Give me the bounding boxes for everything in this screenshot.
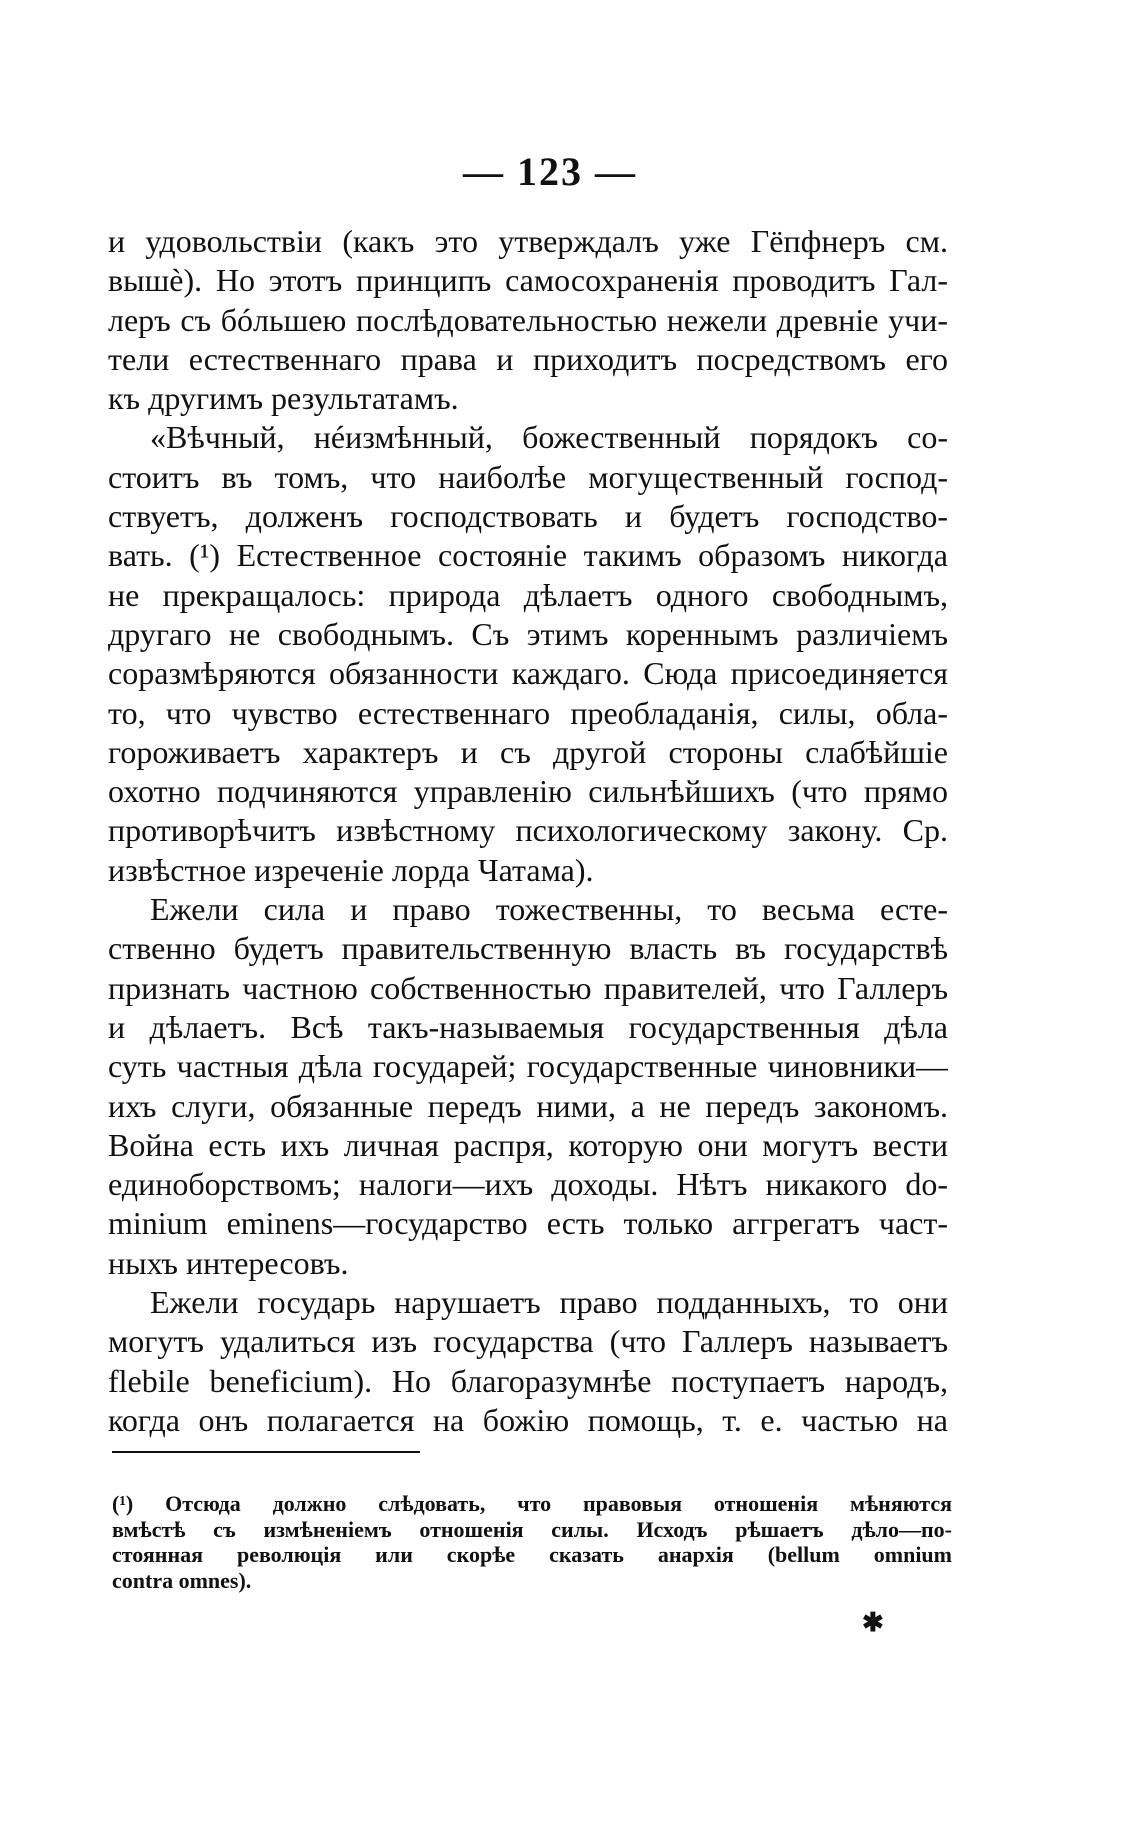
text-line: flebile beneficium). Но благоразумнѣе поступаетъ народъ, (108, 1362, 948, 1399)
text-line: не прекращалось: природа дѣлаетъ одного свободнымъ, (108, 576, 948, 613)
text-line: противорѣчитъ извѣстному психологическому закону. Ср. (108, 812, 948, 849)
text-line: когда онъ полагается на божiю помощь, т. е. частью на (108, 1401, 948, 1438)
footnote-divider (112, 1451, 420, 1453)
text-line: Война есть ихъ личная распря, которую они могутъ вести (108, 1126, 948, 1163)
text-line: и удовольствiи (какъ это утверждалъ уже Гёпфнеръ см. (108, 223, 948, 259)
text-line: и дѣлаетъ. Всѣ такъ-называемыя государственныя дѣла (108, 1008, 948, 1045)
footnote-line: (¹) Отсюда должно слѣдовать, что правовыя отношенiя мѣняются (112, 1491, 952, 1516)
text-line: признать частною собственностью правителей, что Галлеръ (108, 969, 948, 1006)
main-text (108, 222, 948, 1440)
text-line: соразмѣряются обязанности каждаго. Сюда присоединяется (108, 655, 948, 692)
text-line: ствуетъ, долженъ господствовать и будетъ господство- (108, 498, 948, 535)
page-number: — 123 — (463, 149, 637, 194)
text-line: стоитъ въ томъ, что наиболѣе могущественный господ- (108, 458, 948, 495)
footnote-line: contra omnes). (112, 1567, 252, 1593)
text-line: ныхъ интересовъ. (108, 1244, 349, 1281)
text-line: вать. (¹) Естественное состоянiе такимъ образомъ никогда (108, 537, 948, 574)
printer-mark: ✱ (862, 1608, 884, 1637)
text-line: извѣстное изреченiе лорда Чатама). (108, 851, 594, 888)
text-line: ихъ слуги, обязанные передъ ними, а не передъ закономъ. (108, 1087, 948, 1124)
text-line: леръ съ бóльшею послѣдовательностью нежели древнiе учи- (108, 301, 948, 338)
text-line: вышè). Но этотъ принципъ самосохраненiя проводитъ Гал- (108, 262, 948, 299)
footnote-line: стоянная революцiя или скорѣе сказать анархiя (bellum omnium (112, 1542, 952, 1567)
text-line: единоборствомъ; налоги—ихъ доходы. Нѣтъ никакого do- (108, 1166, 948, 1203)
text-line: Ежели государь нарушаетъ право подданныхъ, то они (150, 1284, 948, 1321)
text-line: другаго не свободнымъ. Съ этимъ кореннымъ различiемъ (108, 615, 948, 652)
text-line: minium eminens—государство есть только аггрегатъ част- (108, 1205, 948, 1242)
text-line: охотно подчиняются управленiю сильнѣйшихъ (что прямо (108, 773, 948, 810)
footnote-line: вмѣстѣ съ измѣненiемъ отношенiя силы. Исходъ рѣшаетъ дѣло—по- (112, 1516, 952, 1542)
text-line: «Вѣчный, нéизмѣнный, божественный порядокъ со- (150, 419, 948, 456)
text-line: Ежели сила и право тожественны, то весьма есте- (150, 891, 948, 928)
text-line: то, что чувство естественнаго преобладанiя, силы, обла- (108, 694, 948, 731)
text-line: къ другимъ результатамъ. (108, 380, 459, 417)
text-line: могутъ удалиться изъ государства (что Галлеръ называетъ (108, 1323, 948, 1360)
text-line: гороживаетъ характеръ и съ другой стороны слабѣйшiе (108, 733, 948, 770)
text-line: ственно будетъ правительственную власть въ государствѣ (108, 930, 948, 967)
footnote (112, 1491, 952, 1593)
text-line: тели естественнаго права и приходитъ посредствомъ его (108, 340, 948, 377)
text-line: суть частныя дѣла государей; государственные чиновники— (108, 1048, 948, 1085)
